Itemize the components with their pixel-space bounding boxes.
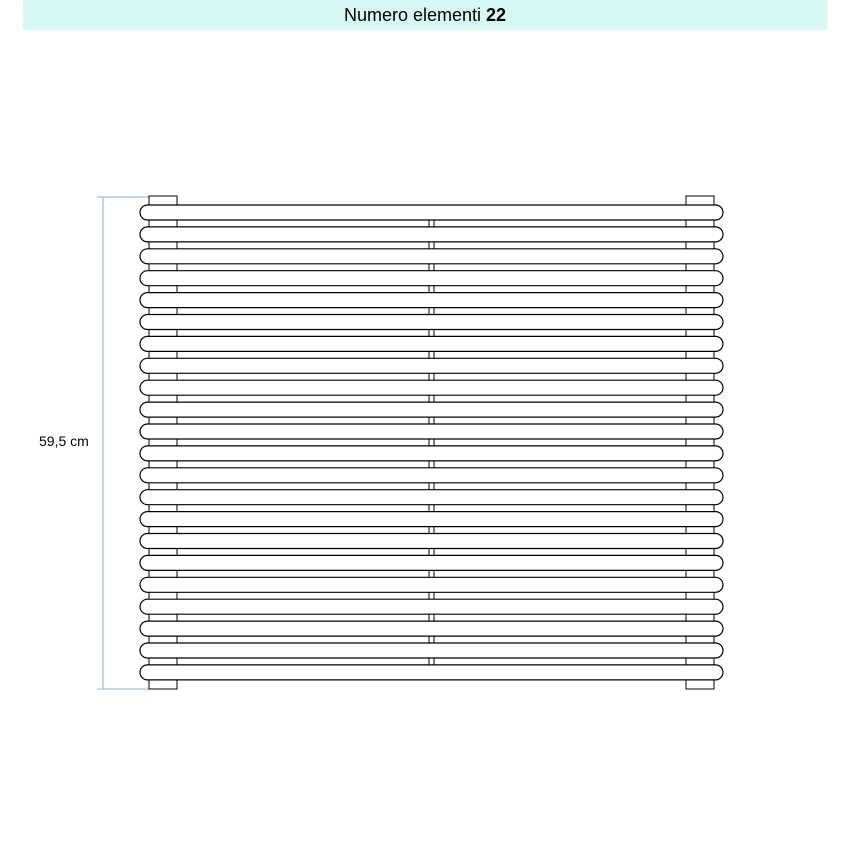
radiator-tube bbox=[140, 599, 723, 614]
element-count: 22 bbox=[486, 4, 507, 25]
radiator-tube bbox=[140, 555, 723, 570]
radiator-tube bbox=[140, 577, 723, 592]
radiator-tube bbox=[140, 205, 723, 220]
radiator-tube bbox=[140, 249, 723, 264]
radiator-tube bbox=[140, 271, 723, 286]
radiator-tube bbox=[140, 227, 723, 242]
title-label: Numero elementi bbox=[343, 4, 482, 25]
height-dimension-label: 59,5 cm bbox=[39, 433, 89, 449]
height-dimension-line bbox=[97, 197, 150, 689]
radiator-tube bbox=[140, 358, 723, 373]
radiator-tube bbox=[140, 512, 723, 527]
radiator-brackets bbox=[149, 196, 714, 689]
radiator-tube bbox=[140, 424, 723, 439]
radiator-tube bbox=[140, 315, 723, 330]
radiator-tube bbox=[140, 293, 723, 308]
right-bracket bbox=[686, 196, 714, 689]
radiator-tube bbox=[140, 490, 723, 505]
radiator-tubes bbox=[140, 205, 723, 680]
radiator-tube bbox=[140, 336, 723, 351]
radiator-tube bbox=[140, 380, 723, 395]
left-bracket bbox=[149, 196, 177, 689]
radiator-tube bbox=[140, 621, 723, 636]
radiator-tube bbox=[140, 643, 723, 658]
radiator-tube bbox=[140, 468, 723, 483]
radiator-tube bbox=[140, 446, 723, 461]
radiator-connectors bbox=[429, 220, 434, 665]
radiator-tube bbox=[140, 534, 723, 549]
radiator-tube bbox=[140, 402, 723, 417]
radiator-tube bbox=[140, 665, 723, 680]
